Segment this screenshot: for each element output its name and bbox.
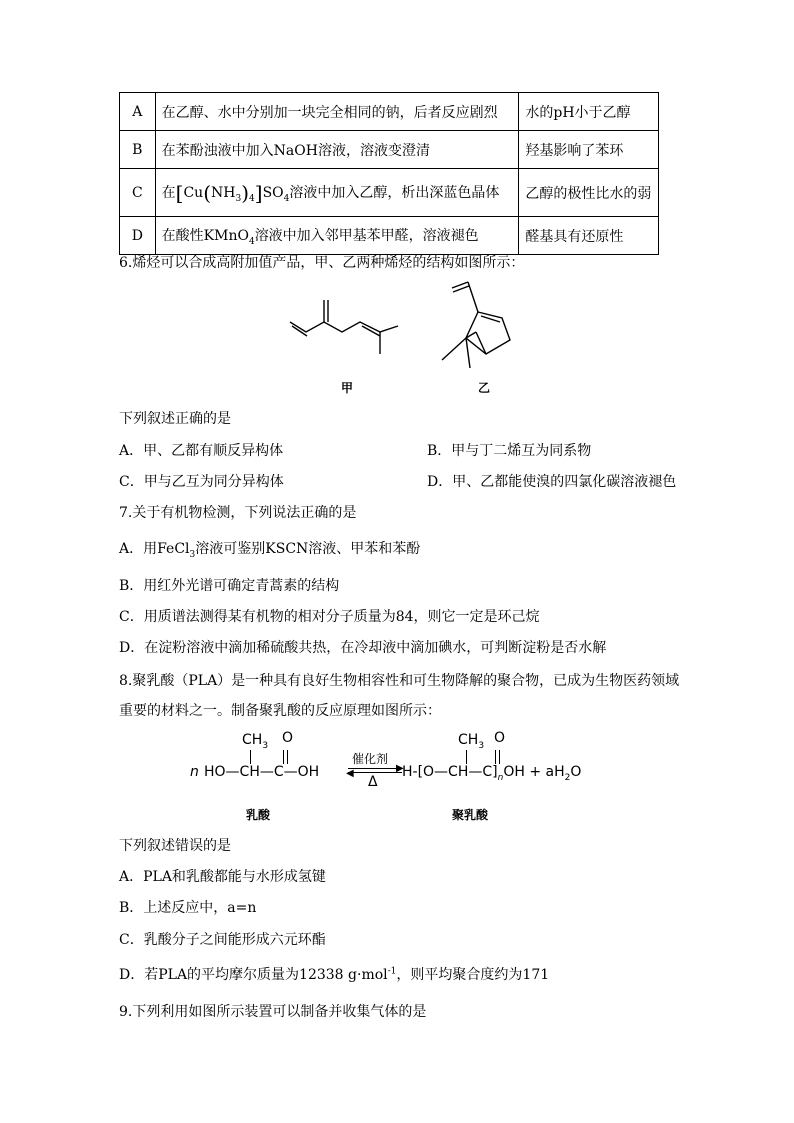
polymer-text: H-[O—CH—C] [402,764,498,780]
coefficient-n: n [190,764,199,780]
q8-prompt: 下列叙述错误的是 [119,838,231,854]
row-conclusion: 乙醇的极性比水的弱 [519,169,659,217]
desc-formula: Cu [183,184,204,201]
q8-option-a: A．PLA和乳酸都能与水形成氢键 [119,869,326,885]
carbonyl-o-polymer: O [494,730,506,746]
q6-prompt: 下列叙述正确的是 [119,411,231,427]
water-text: O [570,764,582,780]
q8-option-c: C．乳酸分子之间能形成六元环酯 [119,932,326,948]
q9-stem: 9.下列利用如图所示装置可以制备并收集气体的是 [119,1004,427,1020]
row-key: C [120,169,156,217]
polylactic-acid-chain [402,764,581,783]
polymer-subscript: n [497,772,504,783]
ch3-subscript: 3 [478,740,485,751]
q7-option-c: C．用质谱法测得某有机物的相对分子质量为84，则它一定是环己烷 [119,609,540,625]
option-text: D．若PLA的平均摩尔质量为12338 g·mol [119,967,388,983]
structure-yi [442,282,510,368]
label-lactic-acid: 乳酸 [246,808,271,822]
q8-option-d [119,964,549,984]
q6-stem: 6.烯烃可以合成高附加值产品，甲、乙两种烯烃的结构如图所示： [119,255,525,271]
desc-text: 在酸性KMnO [161,227,249,244]
option-text: ，则平均聚合度约为171 [396,967,550,983]
table-row [120,131,659,169]
catalyst-label: 催化剂 [352,752,389,766]
table-row [120,93,659,131]
table-row [120,169,659,217]
row-description: 在乙醇、水中分别加一块完全相同的钠，后者反应剧烈 [155,93,519,131]
lactic-acid-chain: HO—CH—C—OH [204,764,320,780]
q6-option-b: B．甲与丁二烯互为同系物 [427,443,592,459]
q8-stem-line1: 8.聚乳酸（PLA）是一种具有良好生物相容性和可生物降解的聚合物，已成为生物医药领域 [119,673,680,689]
pla-reaction-equation: $CH_3$ O n HO—CH—C—OH 催化剂 ▶ ◀ Δ $CH_3$ O $H-[O—CH—C]_nOH + aH_2O$ 乳酸 聚乳酸 [190,730,582,822]
polymer-text: OH + aH [503,764,565,780]
option-text: 溶液可鉴别KSCN溶液、甲苯和苯酚 [195,541,421,557]
ch3-group [242,732,268,751]
q7-option-d: D．在淀粉溶液中滴加稀硫酸共热，在冷却液中滴加碘水，可判断淀粉是否水解 [119,640,607,656]
row-description: 在$[Cu(NH_3)_4]SO_4$溶液中加入乙醇，析出深蓝色晶体 [155,169,519,217]
q8-option-b: B．上述反应中，a=n [119,900,257,916]
row-conclusion: 羟基影响了苯环 [519,131,659,169]
desc-text: 溶液中加入邻甲基苯甲醛，溶液褪色 [254,227,479,244]
experiment-table [119,92,659,255]
option-subscript: 3 [189,549,196,560]
ch3-text: CH [458,732,479,748]
water-subscript: 2 [564,772,571,783]
option-superscript: -1 [387,966,397,977]
structure-jia [290,300,398,354]
ch3-subscript: 3 [262,740,269,751]
option-text: A．用FeCl [119,541,190,557]
ch3-text: CH [242,732,263,748]
row-description: 在苯酚浊液中加入NaOH溶液，溶液变澄清 [155,131,519,169]
desc-formula: NH [211,184,236,201]
row-key: B [120,131,156,169]
heat-symbol: Δ [368,774,378,790]
q7-option-a [119,538,420,560]
q6-option-a: A．甲、乙都有顺反异构体 [119,443,284,459]
row-conclusion: 醛基具有还原性 [519,217,659,255]
q6-option-c: C．甲与乙互为同分异构体 [119,474,284,490]
desc-subscript: 4 [248,236,255,247]
desc-subscript: 4 [249,193,255,204]
q8-stem-line2: 重要的材料之一。制备聚乳酸的反应原理如图所示： [119,703,441,719]
label-polylactic-acid: 聚乳酸 [452,808,489,822]
carbonyl-o: O [282,730,294,746]
q7-option-b: B．用红外光谱可确定青蒿素的结构 [119,578,340,594]
desc-text: 在 [161,184,176,201]
desc-formula: SO [262,184,284,201]
alkene-structures-figure [280,280,520,400]
row-conclusion: 水的pH小于乙醇 [519,93,659,131]
desc-text: 溶液中加入乙醇，析出深蓝色晶体 [289,184,500,201]
label-jia: 甲 [341,381,354,395]
ch3-group-polymer [458,732,484,751]
row-key: D [120,217,156,255]
table-row [120,217,659,255]
label-yi: 乙 [478,381,491,395]
row-key: A [120,93,156,131]
desc-subscript: 3 [235,193,242,204]
row-description [155,217,519,255]
q6-option-d: D．甲、乙都能使溴的四氯化碳溶液褪色 [427,474,677,490]
q7-stem: 7.关于有机物检测，下列说法正确的是 [119,505,357,521]
desc-subscript: 4 [283,193,290,204]
